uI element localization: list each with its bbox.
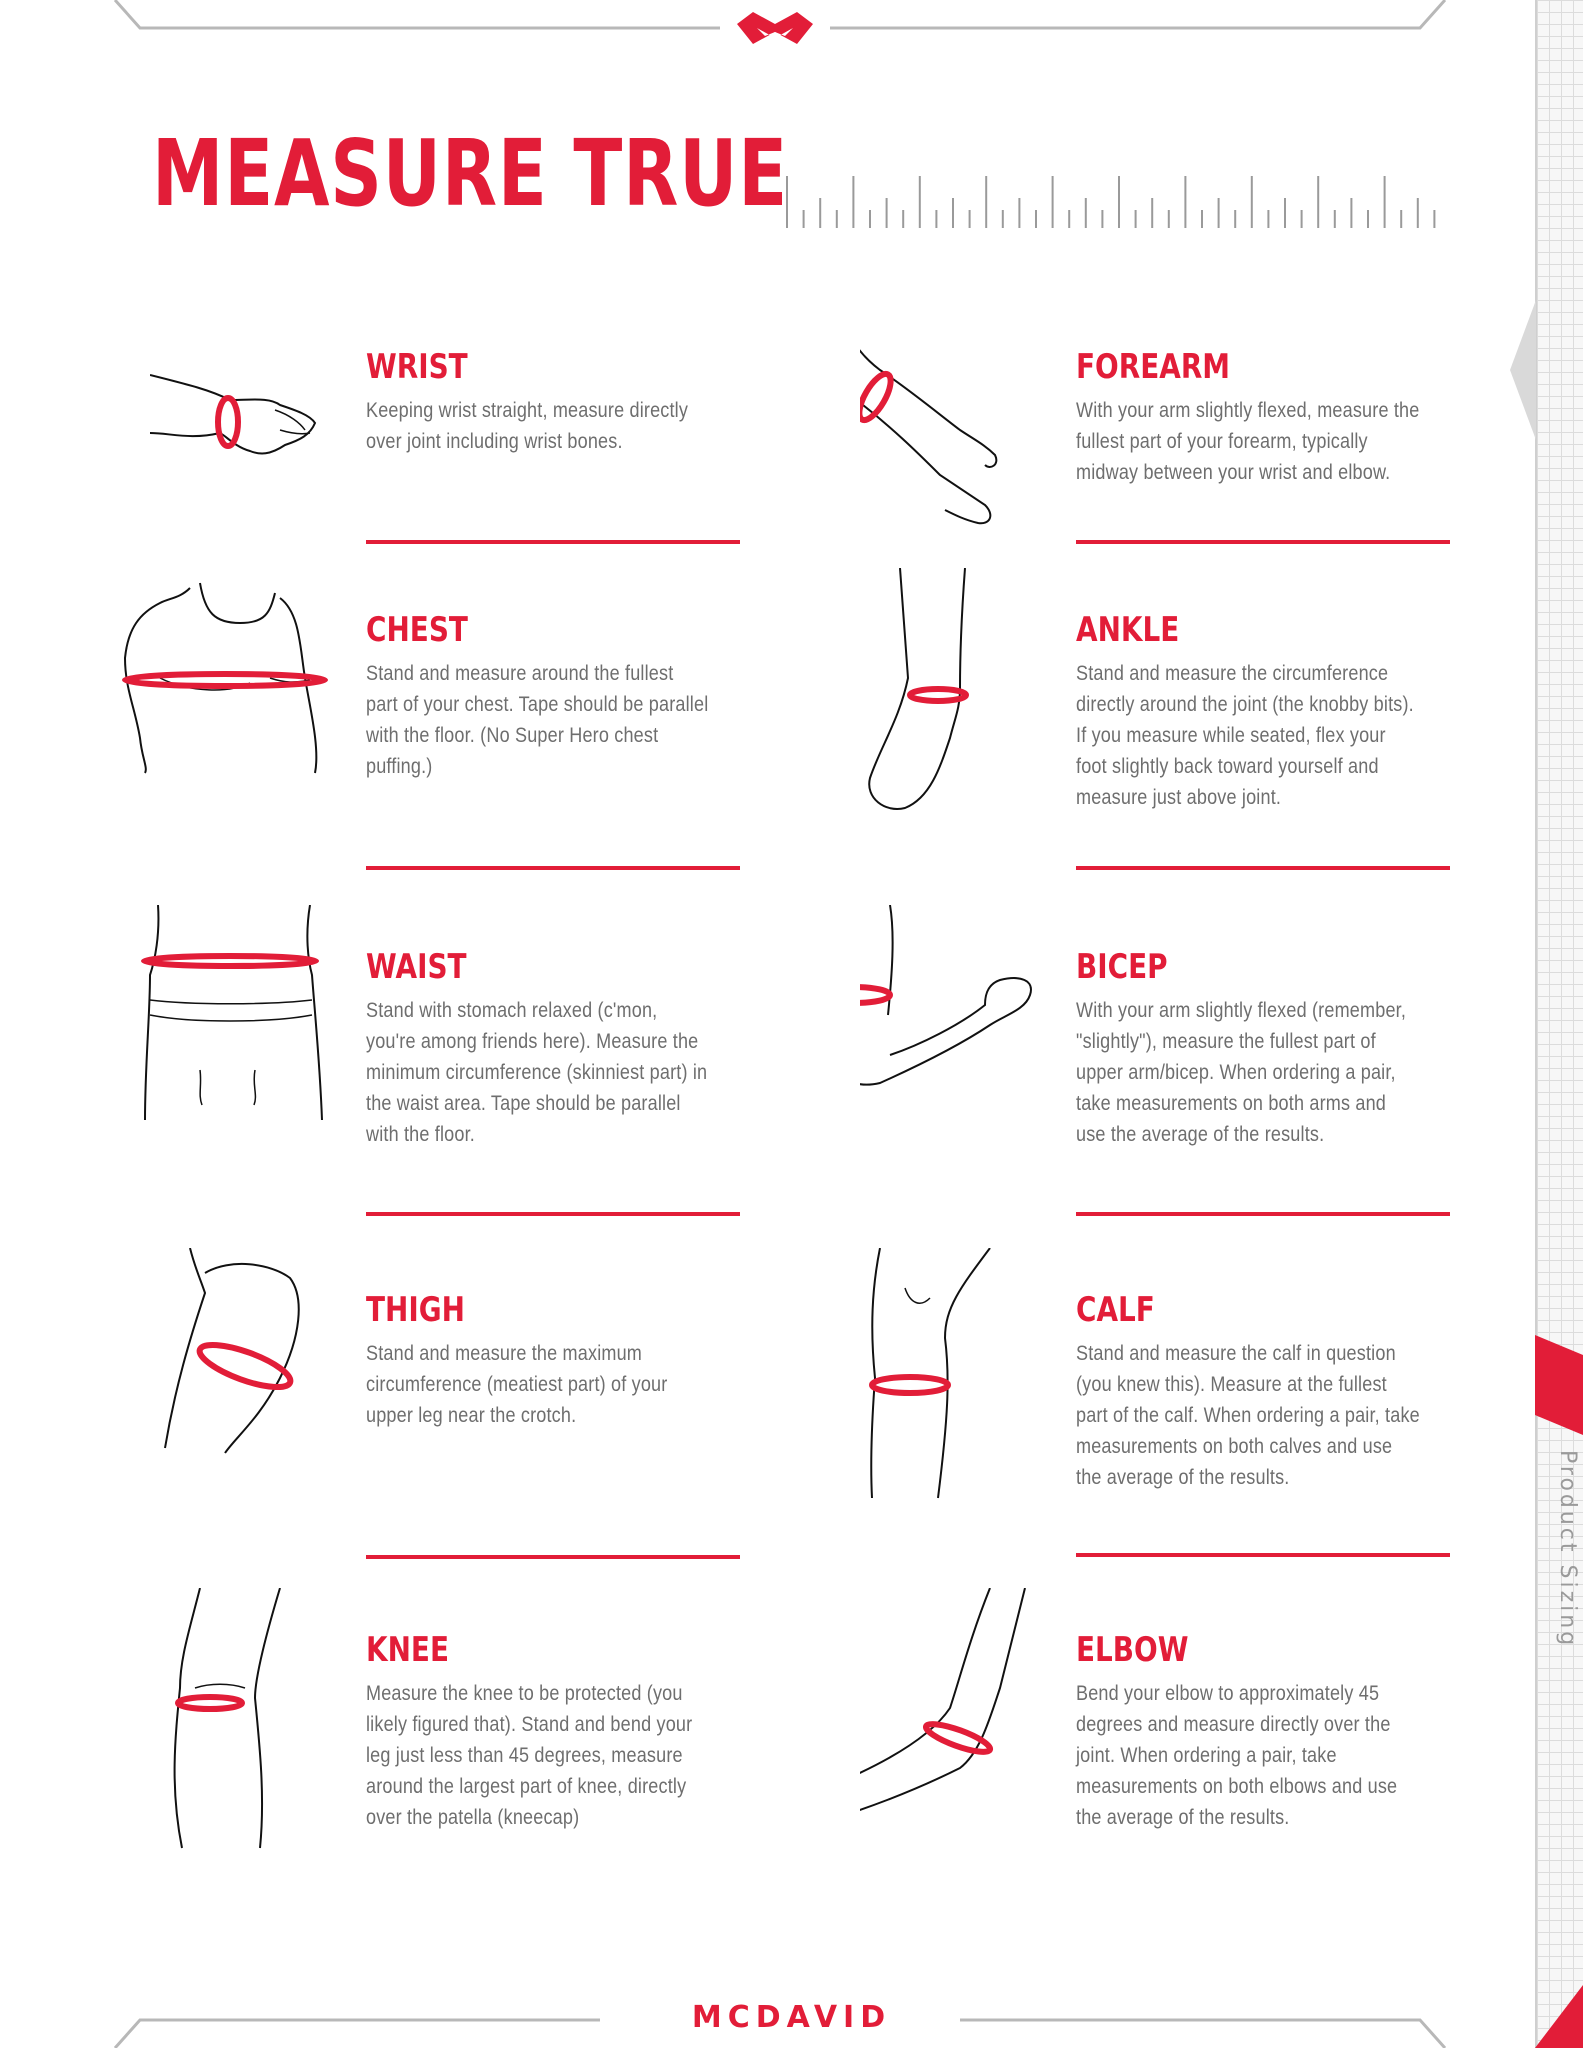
thigh-illustration <box>150 1248 360 1548</box>
section-description: With your arm slightly flexed (remember, "slightly"), measure the fullest part of upper arm/bicep. When ordering a pair, take measurements on both arms and use the average of the results. <box>1076 999 1407 1146</box>
section-description: Stand and measure the maximum circumference (meatiest part) of your upper leg near the crotch. <box>366 1342 668 1427</box>
waist-illustration <box>130 905 340 1205</box>
section-description: Stand and measure the calf in question (you knew this). Measure at the fullest part of the calf. When ordering a pair, take measurements on both calves and use the average of the results. <box>1076 1342 1420 1489</box>
section-heading: THIGH <box>366 1290 465 1330</box>
section-description: Stand with stomach relaxed (c'mon, you're among friends here). Measure the minimum circumference (skinniest part) in the waist area. Tape should be parallel with the floor. <box>366 999 708 1146</box>
section-heading: CHEST <box>366 610 468 650</box>
wrist-illustration <box>150 305 360 605</box>
section-description: Measure the knee to be protected (you likely figured that). Stand and bend your leg just less than 45 degrees, measure around the largest part of knee, directly over the patella (kneecap) <box>366 1682 693 1829</box>
section-ankle <box>860 608 1580 908</box>
section-divider <box>366 866 740 870</box>
section-description: Stand and measure the circumference directly around the joint (the knobby bits). If you measure while seated, flex your foot slightly back toward yourself and measure just above joint. <box>1076 662 1414 809</box>
brand-logo-text: MCDAVID <box>674 2000 909 2035</box>
section-heading: ANKLE <box>1076 610 1180 650</box>
section-divider <box>1076 1553 1450 1557</box>
section-thigh <box>150 1288 870 1588</box>
section-divider <box>1076 1212 1450 1216</box>
section-heading: WRIST <box>366 347 468 387</box>
section-divider <box>366 1212 740 1216</box>
sidebar-label: Product Sizing <box>1555 1450 1580 1649</box>
section-description: Stand and measure around the fullest part of your chest. Tape should be parallel with the floor. (No Super Hero chest puffing.) <box>366 662 709 778</box>
chest-illustration <box>110 568 340 868</box>
ankle-illustration <box>860 568 1070 868</box>
section-bicep <box>860 945 1580 1245</box>
page-title: MEASURE TRUE <box>152 120 789 227</box>
elbow-illustration <box>860 1588 1070 1888</box>
section-heading: FOREARM <box>1076 347 1231 387</box>
section-divider <box>366 1555 740 1559</box>
section-description: With your arm slightly flexed, measure the fullest part of your forearm, typically midway between your wrist and elbow. <box>1076 399 1420 484</box>
bicep-illustration <box>860 905 1070 1205</box>
section-heading: KNEE <box>366 1630 450 1670</box>
forearm-illustration <box>860 305 1070 605</box>
section-description: Bend your elbow to approximately 45 degrees and measure directly over the joint. When ordering a pair, take measurements on both elbows and use the average of the results. <box>1076 1682 1398 1829</box>
section-calf <box>860 1288 1580 1588</box>
brand-mark-icon <box>737 12 813 44</box>
section-divider <box>1076 540 1450 544</box>
section-heading: ELBOW <box>1076 1630 1189 1670</box>
section-waist <box>130 945 850 1245</box>
section-divider <box>366 540 740 544</box>
section-heading: WAIST <box>366 947 467 987</box>
section-heading: CALF <box>1076 1290 1155 1330</box>
ruler-icon <box>785 170 1450 232</box>
section-knee <box>150 1628 870 1928</box>
calf-illustration <box>860 1248 1070 1548</box>
section-elbow <box>860 1628 1580 1928</box>
section-chest <box>110 608 830 908</box>
top-frame <box>0 0 1535 60</box>
section-heading: BICEP <box>1076 947 1168 987</box>
section-divider <box>1076 866 1450 870</box>
section-description: Keeping wrist straight, measure directly over joint including wrist bones. <box>366 399 689 453</box>
brand-logo <box>0 2000 1583 2035</box>
knee-illustration <box>150 1588 360 1888</box>
